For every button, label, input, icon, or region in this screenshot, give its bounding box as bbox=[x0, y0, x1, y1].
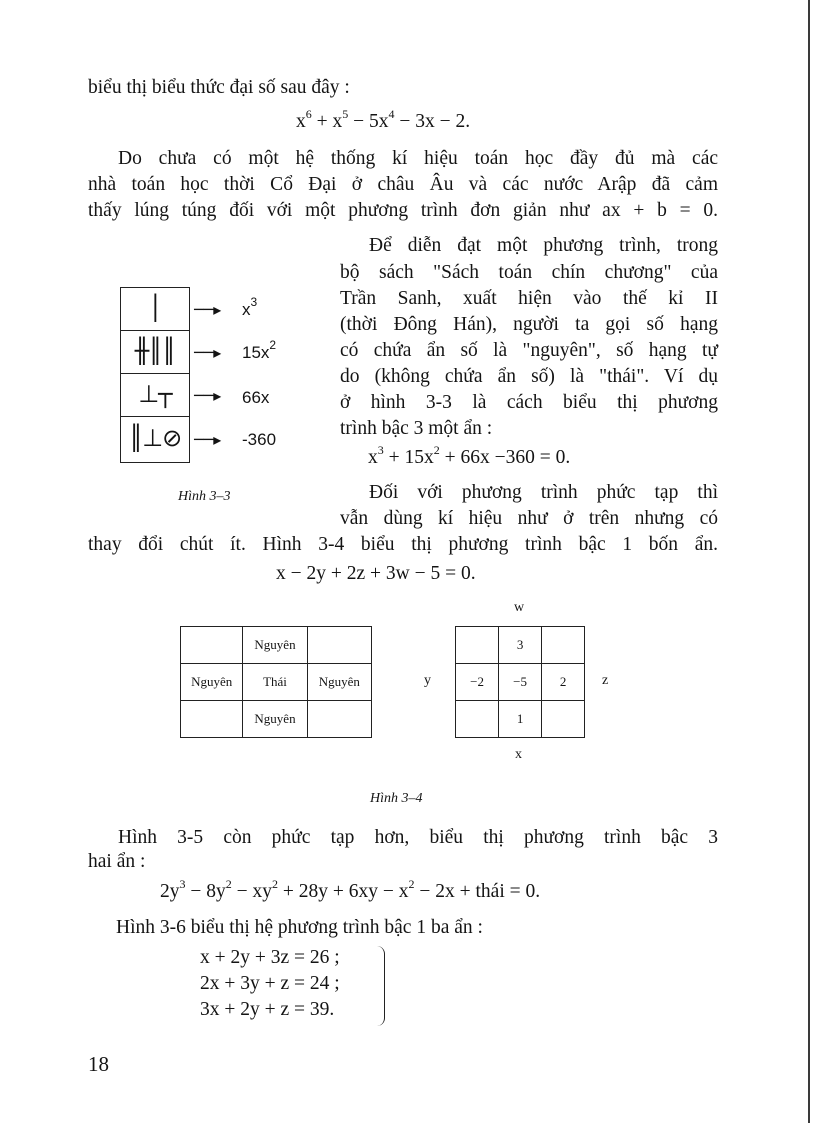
term-label-360: -360 bbox=[242, 430, 277, 449]
page-edge bbox=[808, 0, 810, 1123]
paragraph-3-line-6: do (không chứa ẩn số) là "thái". Ví dụ bbox=[340, 366, 718, 387]
arrow-icon: ──▸ bbox=[194, 386, 222, 405]
arrow-icon: ──▸ bbox=[194, 343, 222, 362]
paragraph-3-line-7: ở hình 3-3 là cách biểu thị phương bbox=[340, 392, 718, 413]
grid-cell bbox=[456, 701, 499, 738]
term-label-15x2: $15x^2$ bbox=[242, 338, 277, 362]
paragraph-3-line-4: (thời Đông Hán), người ta gọi số hạng bbox=[340, 314, 718, 335]
rod-numeral-1: │ bbox=[148, 294, 162, 322]
rod-row-66x bbox=[121, 374, 189, 417]
grid-cell: −2 bbox=[456, 664, 499, 701]
system-brace bbox=[374, 946, 385, 1026]
rod-row-15x2 bbox=[121, 331, 189, 374]
arrow-icon: ──▸ bbox=[194, 430, 222, 449]
rod-row-360 bbox=[121, 417, 189, 461]
grid-cell bbox=[542, 627, 585, 664]
figure-3-3-caption: Hình 3–3 bbox=[178, 489, 231, 504]
rod-numeral-66: ⊥┬ bbox=[138, 380, 172, 408]
paragraph-2-line-2: nhà toán học thời Cổ Đại ở châu Âu và các nước Arập đã cảm bbox=[88, 174, 718, 195]
paragraph-4-line-3: thay đổi chút ít. Hình 3-4 biểu thị phương trình bậc 1 bốn ẩn. bbox=[88, 534, 718, 555]
system-equation-3: 3x + 2y + z = 39. bbox=[200, 999, 335, 1020]
grid-cell: Nguyên bbox=[243, 701, 307, 738]
term-label-66x: 66x bbox=[242, 388, 270, 407]
page-number: 18 bbox=[88, 1052, 109, 1076]
intro-line: biểu thị biểu thức đại số sau đây : bbox=[88, 77, 350, 98]
grid-cell: Nguyên bbox=[243, 627, 307, 664]
grid-cell: 2 bbox=[542, 664, 585, 701]
paragraph-5-line-1: Hình 3-5 còn phức tạp hơn, biểu thị phương trình bậc 3 bbox=[118, 827, 718, 848]
left-grid bbox=[180, 626, 372, 738]
system-equation-2: 2x + 3y + z = 24 ; bbox=[200, 973, 340, 994]
equation-4: $2y^3 - 8y^2 - xy^2 + 28y + 6xy - x^2 - 2x$ + thái = 0. bbox=[160, 877, 541, 902]
axis-label-y: y bbox=[424, 673, 431, 688]
grid-cell bbox=[456, 627, 499, 664]
rod-row-x3 bbox=[121, 288, 189, 331]
rod-table bbox=[120, 287, 190, 463]
arrow-icon: ──▸ bbox=[194, 300, 222, 319]
equation-3: x − 2y + 2z + 3w − 5 = 0. bbox=[276, 563, 476, 584]
axis-label-z: z bbox=[602, 673, 609, 688]
equation-1: $x^6 + x^5 - 5x^4 - 3x - 2$. bbox=[296, 107, 471, 132]
equation-2: $x^3 + 15x^2 + 66x -360 = 0$. bbox=[368, 443, 571, 468]
rod-numeral-360: ║⊥⊘ bbox=[128, 424, 182, 452]
paragraph-5-line-2: hai ẩn : bbox=[88, 851, 146, 872]
term-label-x3: $x^3$ bbox=[242, 295, 258, 319]
grid-cell bbox=[542, 701, 585, 738]
paragraph-3-line-2: bộ sách "Sách toán chín chương" của bbox=[340, 262, 718, 283]
paragraph-6: Hình 3-6 biểu thị hệ phương trình bậc 1 ba ẩn : bbox=[116, 917, 483, 938]
grid-cell: 1 bbox=[499, 701, 542, 738]
grid-cell bbox=[307, 627, 371, 664]
system-equation-1: x + 2y + 3z = 26 ; bbox=[200, 947, 340, 968]
paragraph-4-line-1: Đối với phương trình phức tạp thì bbox=[369, 482, 718, 503]
grid-cell bbox=[181, 701, 243, 738]
paragraph-2-line-3: thấy lúng túng đối với một phương trình đơn giản như ax + b = 0. bbox=[88, 200, 718, 221]
paragraph-3-line-1: Để diễn đạt một phương trình, trong bbox=[369, 235, 718, 256]
grid-cell: 3 bbox=[499, 627, 542, 664]
axis-label-w: w bbox=[514, 600, 525, 615]
axis-label-x: x bbox=[515, 747, 522, 762]
paragraph-3-line-5: có chứa ẩn số là "nguyên", số hạng tự bbox=[340, 340, 718, 361]
paragraph-4-line-2: vẫn dùng kí hiệu như ở trên nhưng có bbox=[340, 508, 718, 529]
rod-numeral-15: ╫║║ bbox=[134, 337, 176, 365]
paragraph-2-line-1: Do chưa có một hệ thống kí hiệu toán học đầy đủ mà các bbox=[118, 148, 718, 169]
grid-cell: −5 bbox=[499, 664, 542, 701]
grid-cell: Nguyên bbox=[307, 664, 371, 701]
right-grid bbox=[455, 626, 585, 738]
grid-cell: Thái bbox=[243, 664, 307, 701]
grid-cell bbox=[307, 701, 371, 738]
grid-cell bbox=[181, 627, 243, 664]
figure-3-4-caption: Hình 3–4 bbox=[370, 791, 423, 806]
paragraph-3-line-3: Trần Sanh, xuất hiện vào thế kỉ II bbox=[340, 288, 718, 309]
grid-cell: Nguyên bbox=[181, 664, 243, 701]
paragraph-3-line-8: trình bậc 3 một ẩn : bbox=[340, 418, 493, 439]
